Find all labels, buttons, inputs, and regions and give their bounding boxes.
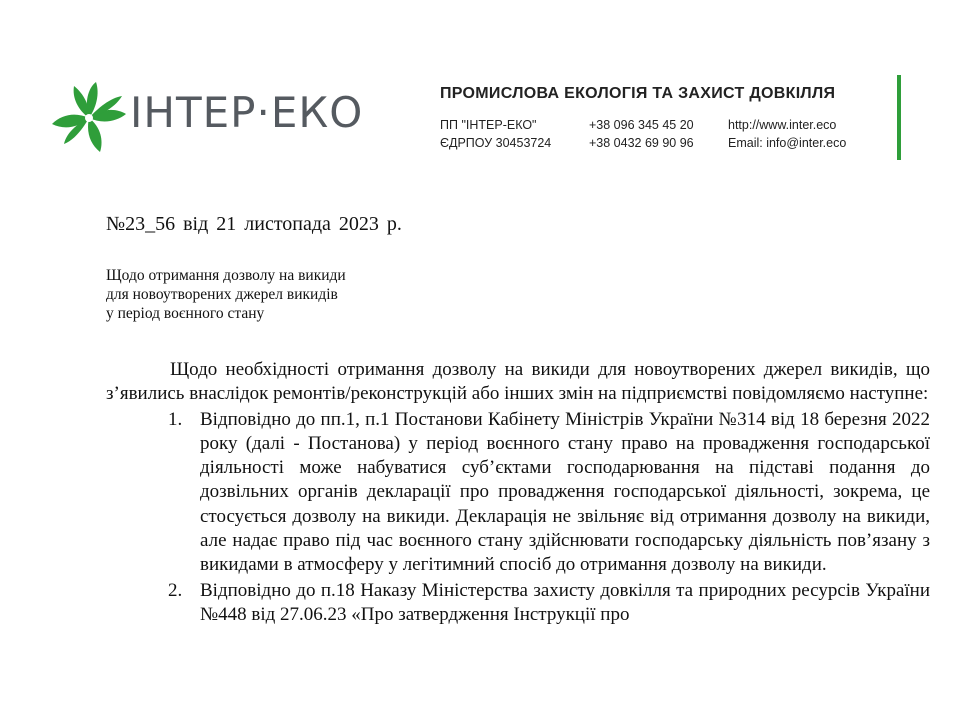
website-link[interactable]: http://www.inter.eco [728, 118, 837, 132]
subject-line: для новоутворених джерел викидів [106, 286, 338, 303]
company-tagline: ПРОМИСЛОВА ЕКОЛОГІЯ ТА ЗАХИСТ ДОВКІЛЛЯ [440, 85, 836, 102]
numbered-list [106, 408, 930, 628]
header-divider [897, 75, 901, 160]
list-item-number: 1. [168, 408, 183, 430]
brand-name: ІНТЕР·ЕКО [130, 88, 364, 137]
list-item-text: Відповідно до п.18 Наказу Міністерства захисту довкілля та природних ресурсів України №448 від 27.06.23 «Про затвердження Інструкції про [200, 579, 930, 625]
list-item-text: Відповідно до пп.1, п.1 Постанови Кабінету Міністрів України №314 від 18 березня 2022 року (далі - Постанова) у період воєнного стану право на провадження господарської діяльності може набуватися суб’єктами господарювання на підставі подання до дозвільних органів декларації про провадження господарської діяльності, зокрема, це стосується дозволу на викиди. Декларація не звільняє від отримання дозволу на викиди, але надає право під час воєнного стану здійснювати господарську діяльність пов’язану з викидами в атмосферу у легітимний спосіб до отримання дозволу на викиди. [200, 408, 930, 576]
list-item [106, 579, 930, 628]
list-item [106, 408, 930, 578]
phone-secondary: +38 0432 69 90 96 [589, 136, 694, 150]
subject-line: у період воєнного стану [106, 305, 265, 322]
list-item-number: 2. [168, 579, 183, 601]
subject-line: Щодо отримання дозволу на викиди [106, 267, 346, 284]
phone-primary: +38 096 345 45 20 [589, 118, 694, 132]
company-logo [44, 78, 364, 158]
document-number: №23_56 від 21 листопада 2023 р. [106, 213, 402, 235]
email-link[interactable]: Email: info@inter.eco [728, 136, 847, 150]
letter-body [106, 358, 930, 627]
intro-paragraph: Щодо необхідності отримання дозволу на викиди для новоутворених джерел викидів, що з’явились внаслідок ремонтів/реконструкцій або інших змін на підприємстві повідомляємо наступне: [106, 359, 930, 405]
company-edrpou: ЄДРПОУ 30453724 [440, 136, 552, 150]
company-name: ПП "ІНТЕР-ЕКО" [440, 118, 537, 132]
green-leaf-logo-icon [44, 78, 134, 158]
letter-subject [106, 266, 346, 323]
